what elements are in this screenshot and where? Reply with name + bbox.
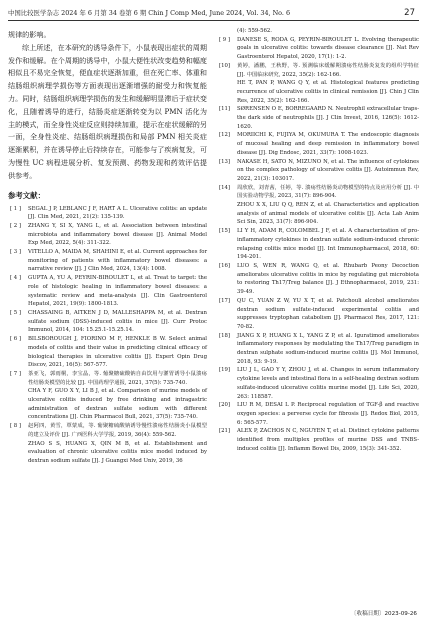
reference-item: [13] NAKASE H, SATO N, MIZUNO N, et al. The influence of cytokines on the complex pathology of ulcerative colitis [J]. Autoimmun Rev, 2022, 21(3): 103017.: [219, 158, 419, 182]
running-header: [8, 6, 419, 21]
reference-item-continuation: (4): 559-562.: [237, 28, 272, 34]
reference-item: [19] LIU J L, GAO Y Y, ZHOU J, et al. Changes in serum inflammatory cytokine levels and intestinal flora in a self-healing dextran sodium sulfate-induced ulcerative colitis murine model [J]. Life Sci, 2020, 263: 118587.: [219, 367, 419, 400]
reference-item: [10] 黄婷，潘鹏，王秋野，等. 预测临床缓解期溃疡性结肠炎复发的组织学特征 [J]. 中国临床研究, 2022, 35(2): 162-166.: [219, 62, 419, 78]
reference-item: [ 8 ] 赵阿四，黄雪，覃蒙成，等. 葡聚糖硫酸钠诱导慢性溃疡性结肠炎小鼠模型的建立及评价 [J]. 广西医科大学学报, 2019, 36(4): 559-562.: [10, 423, 207, 438]
right-column: [217, 27, 419, 453]
reference-item-translation: HE T, PAN P, WANG Q Y, et al. Histological features predicting recurrence of ulcerative colitis in clinical remission [J]. Chin J Clin Res, 2022, 35(2): 162-166.: [237, 80, 419, 104]
received-date: 〔收稿日期〕2023-09-26: [350, 611, 417, 617]
reference-item: [ 5 ] CHASSAING B, AITKEN J D, MALLESHAPPA M, et al. Dextran sulfate sodium (DSS)-induced colitis in mice [J]. Curr Protoc Immunol, 2014, 104: 15.25.1-15.25.14.: [10, 310, 207, 334]
references-list-left: [8, 205, 207, 466]
references-heading: 参考文献：: [8, 190, 45, 200]
reference-item: [16] LUO S, WEN R, WANG Q, et al. Rhubarb Peony Decoction ameliorates ulcerative colitis in mice by regulating gut microbiota to restoring Th17/Treg balance [J]. J Ethnopharmacol, 2019, 231: 39-49.: [219, 262, 419, 296]
reference-item: [ 9 ] DANESE S, RODA G, PEYRIN-BIROULET L. Evolving therapeutic goals in ulcerative colitis: towards disease clearance [J]. Nat Rev Gastroenterol Hepatol, 2020, 17(1): 1-2.: [219, 36, 419, 61]
reference-item: [ 4 ] GUPTA A, YU A, PEYRIN-BIROULET L, et al. Treat to target: the role of histologic healing in inflammatory bowel diseases: a systematic review and meta-analysis [J]. Clin Gastroenterol Hepatol, 2021, 19(9): 1800-1813.: [10, 275, 207, 308]
reference-item: [ 7 ] 茶亚飞，郭雨桐，李宝晶，等. 葡聚糖硫酸钠自由饮用与灌胃诱导小鼠溃疡性结肠炎模型的比较 [J]. 中国药理学通报, 2021, 37(5): 735-740.: [10, 370, 207, 386]
body-paragraph-2: 综上所述，在本研究的诱导条件下，小鼠表现出症状的周期发作和缓解。在个周期的诱导中，小鼠大便性状改变趋势和幅度相似且不易完全恢复，便血症状逐渐加重，但在死亡率、体重和结肠组织病理学损伤等方面表现出逐渐增强的耐受力和恢复能力。同时，结肠组织病理学损伤的发生和缓解明显滞后于症状变化，且随着诱导的进行，结肠炎症逐渐转变为以 PMN 活化为主的模式，而全身性炎症反应则持续加重，提示在症状缓解的另一面，全身性炎症、结肠组织病理损伤和局部 PMN 相关炎症逐渐累积，并在诱导停止后持续存在，可能参与了疾病复发，可为慢性 UC 病程进展分析、复发预测、药物发现和药效评估提供参考。: [8, 42, 207, 180]
reference-item: [ 1 ] SEGAL J P, LEBLANC J F, HART A L. Ulcerative colitis: an update [J]. Clin Med, 2021, 21(2): 135-139.: [10, 205, 207, 221]
reference-item: [11] SØRENSEN O E, BORREGAARD N. Neutrophil extracellular traps-the dark side of neutrophils [J]. J Clin Invest, 2016, 126(5): 1612-1620.: [219, 106, 419, 130]
reference-item: [17] QU C, YUAN Z W, YU X T, et al. Patchouli alcohol ameliorates dextran sodium sulfate-induced experimental colitis and suppresses tryptophan catabolism [J]. Pharmacol Res, 2017, 121: 70-82.: [219, 297, 419, 330]
left-column: [8, 29, 207, 466]
reference-item: [20] LIU R M, DESAI L P. Reciprocal regulation of TGF-β and reactive oxygen species: a perverse cycle for fibrosis [J]. Redox Biol, 2015, 6: 565-577.: [219, 402, 419, 426]
reference-item: [ 2 ] ZHANG Y, SI X, YANG L, et al. Association between intestinal microbiota and inflammatory bowel disease [J]. Animal Model Exp Med, 2022, 5(4): 311-322.: [10, 222, 207, 247]
reference-item: [12] MORIICHI K, FUJIYA M, OKUMURA T. The endoscopic diagnosis of mucosal healing and deep remission in inflammatory bowel disease [J]. Dig Endosc, 2021, 33(7): 1008-1023.: [219, 132, 419, 156]
reference-item-translation: ZHOU X X, LIU Q Q, REN Z, et al. Characteristics and application analysis of animal models of ulcerative colitis [J]. Acta Lab Anim Sci Sin, 2023, 31(7): 896-904.: [237, 202, 419, 226]
reference-item: [ 3 ] VITELLO A, MAIDA M, SHAHINI E, et al. Current approaches for monitoring of patients with inflammatory bowel diseases: a narrative review [J]. J Clin Med, 2024, 13(4): 1008.: [10, 249, 207, 273]
reference-item-translation: CHA Y F, GUO X Y, LI B J, et al. Comparison of murine models of ulcerative colitis induced by free drinking and intragastric administration of dextran sulfate sodium with different concentrations [J]. Chin Pharmacol Bull, 2021, 37(5): 735-740.: [28, 388, 207, 421]
body-paragraph-1: 规律的影响。: [8, 30, 51, 39]
running-title: 中国比较医学杂志 2024 年 6 月第 34 卷第 6 期 Chin J Comp Med, June 2024, Vol. 34, No. 6: [8, 9, 291, 17]
reference-item: [ 6 ] BILSBOROUGH J, FIORINO M F, HENKLE B W. Select animal models of colitis and their value in predicting clinical efficacy of biological therapies in ulcerative colitis [J]. Expert Opin Drug Discov, 2021, 16(5): 567-577.: [10, 336, 207, 369]
page-number: 27: [404, 8, 415, 18]
reference-item: [15] LI Y H, ADAM R, COLOMBEL J F, et al. A characterization of pro-inflammatory cytokines in dextran sulfate sodium-induced chronic relapsing colitis mice model [J]. Int Immunopharmacol, 2018, 60: 194-201.: [219, 228, 419, 261]
references-list-right: [217, 27, 419, 453]
reference-item: [21] ALEX P, ZACHOS N C, NGUYEN T, et al. Distinct cytokine patterns identified from multiplex profiles of murine DSS and TNBS-induced colitis [J]. Inflamm Bowel Dis, 2009, 15(3): 341-352.: [219, 428, 419, 452]
reference-item: [14] 周欣欣，刘青茜，任婷，等. 溃疡性结肠炎动物模型的特点及应用分析 [J]. 中国实验动物学报, 2023, 31(7): 896-904.: [219, 184, 419, 200]
reference-item-translation: ZHAO S S, HUANG X, QIN M B, et al. Establishment and evaluation of chronic ulcerative colitis mice model induced by dextran sodium sulfate [J]. J Guangxi Med Univ, 2019, 36: [28, 440, 207, 464]
reference-item: [18] JIANG X P, HUANG X L, YANG Z P, et al. Iguratimod ameliorates inflammatory responses by modulating the Th17/Treg paradigm in dextran sulphate sodium-induced murine colitis [J]. Mol Immunol, 2018, 93: 9-19.: [219, 332, 419, 365]
